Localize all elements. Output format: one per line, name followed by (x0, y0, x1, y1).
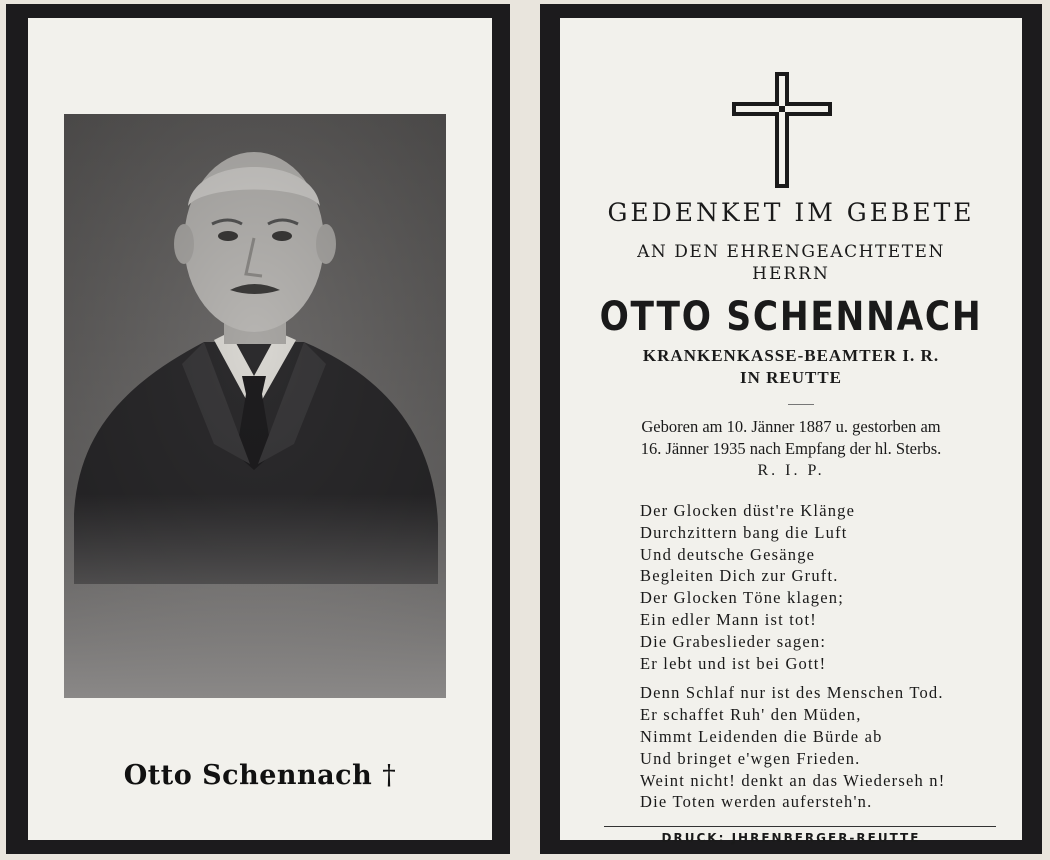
latin-cross-icon (732, 72, 832, 188)
rip: R. I. P. (757, 462, 825, 479)
printer-credit: DRUCK: JHRENBERGER-REUTTE (661, 831, 921, 845)
poem-line: Und deutsche Gesänge (640, 544, 816, 564)
honorific: HERRN (752, 264, 830, 284)
poem-line: Ein edler Mann ist tot! (640, 609, 817, 629)
memorial-text-paper (560, 18, 1022, 845)
poem-line: Die Toten werden aufersteh'n. (640, 792, 873, 812)
poem-line: Begleiten Dich zur Gruft. (640, 566, 839, 586)
poem-line: Der Glocken düst're Klänge (640, 501, 856, 520)
occupation: KRANKENKASSE-BEAMTER I. R. (642, 346, 940, 365)
life-dates (560, 416, 1022, 460)
poem-line: Weint nicht! denkt an das Wiederseh n! (640, 770, 946, 790)
heading: GEDENKET IM GEBETE (607, 198, 975, 227)
poem-line: Nimmt Leidenden die Bürde ab (640, 726, 883, 746)
stanza-gap (640, 674, 945, 682)
poem-line: Und bringet e'wgen Frieden. (640, 748, 861, 768)
portrait-illustration (64, 114, 446, 698)
portrait-card (6, 4, 510, 854)
poem-line: Durchzittern bang die Luft (640, 522, 848, 542)
portrait-photo (64, 114, 446, 698)
poem-line: Er schaffet Ruh' den Müden, (640, 705, 862, 725)
dates-line: Geboren am 10. Jänner 1887 u. gestorben am (641, 417, 941, 436)
footer-rule (604, 826, 996, 827)
signature (28, 760, 492, 791)
poem-line: Er lebt und ist bei Gott! (640, 653, 827, 673)
poem-line: Die Grabeslieder sagen: (640, 631, 827, 651)
dates-line: 16. Jänner 1935 nach Empfang der hl. Sterbs. (640, 439, 942, 458)
memorial-text-card (540, 4, 1042, 854)
poem-line: Denn Schlaf nur ist des Menschen Tod. (640, 683, 944, 703)
dagger-icon: † (382, 760, 397, 791)
deceased-name: OTTO SCHENNACH (599, 294, 983, 340)
poem (640, 500, 945, 813)
residence: IN REUTTE (739, 368, 843, 387)
divider (788, 404, 814, 405)
dedication-line: AN DEN EHRENGEACHTETEN (637, 242, 945, 262)
portrait-card-paper (28, 18, 492, 840)
signature-text: Otto Schennach (123, 760, 373, 791)
poem-line: Der Glocken Töne klagen; (640, 588, 844, 608)
